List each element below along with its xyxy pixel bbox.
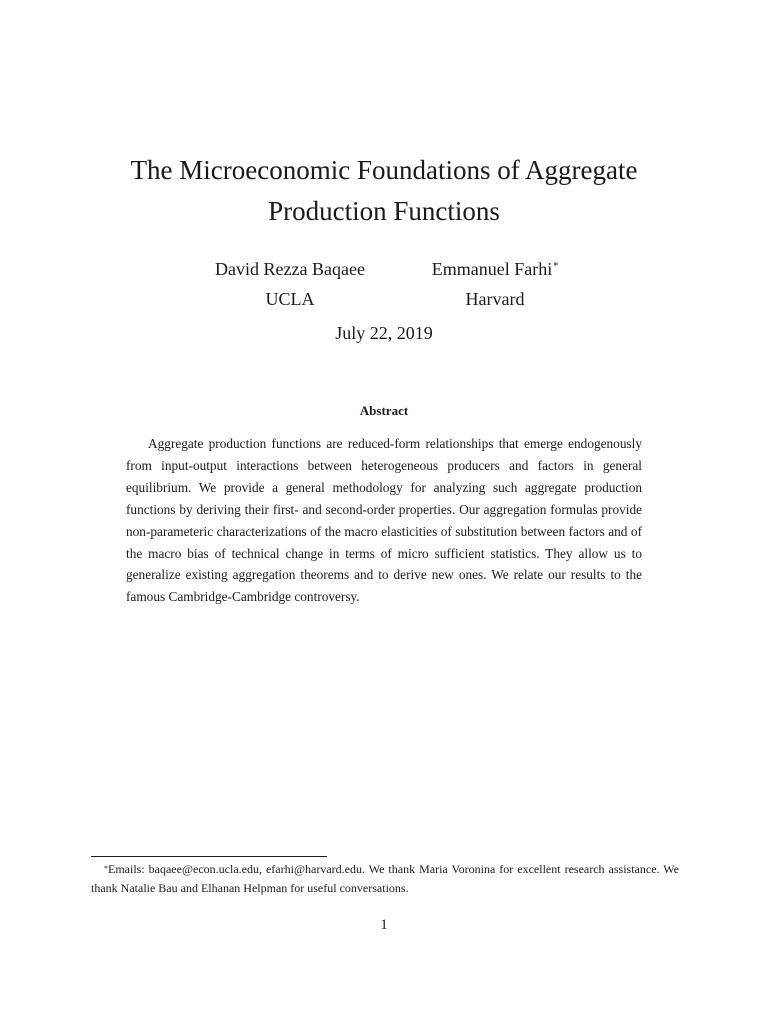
publication-date: July 22, 2019 <box>335 323 433 343</box>
author-1-name: David Rezza Baqaee <box>215 259 365 279</box>
footnote-text: Emails: baqaee@econ.ucla.edu, efarhi@harvard.edu. We thank Maria Voronina for excellent research assistance. We thank Natalie Bau and Elhanan Helpman for useful conversations. <box>91 862 679 895</box>
abstract-heading: Abstract <box>359 403 409 418</box>
footnote-marker-ref: * <box>104 864 108 873</box>
author-2 <box>385 254 605 314</box>
author-1 <box>180 254 400 314</box>
author-2-name: Emmanuel Farhi* <box>431 259 559 279</box>
footnote <box>91 860 679 898</box>
author-block <box>0 254 768 314</box>
abstract-text: Aggregate production functions are reduced-form relationships that emerge endogenously from input-output interactions between heterogeneous producers and factors in general equilibrium. We provide a general methodology for analyzing such aggregate production functions by deriving their first- and second-order properties. Our aggregation formulas provide non-parameteric characterizations of the macro elasticities of substitution between factors and of the macro bias of technical change in terms of micro sufficient statistics. They allow us to generalize existing aggregation theorems and to derive new ones. We relate our results to the famous Cambridge-Cambridge controversy. <box>126 436 642 605</box>
footnote-divider <box>91 856 327 857</box>
paper-title <box>0 150 768 232</box>
title-line-2: Production Functions <box>268 196 500 226</box>
author-2-affiliation: Harvard <box>465 289 525 309</box>
title-line-1: The Microeconomic Foundations of Aggregate <box>130 155 638 185</box>
author-1-affiliation: UCLA <box>265 289 315 309</box>
page-number: 1 <box>380 917 388 933</box>
footnote-marker[interactable]: * <box>553 261 559 272</box>
